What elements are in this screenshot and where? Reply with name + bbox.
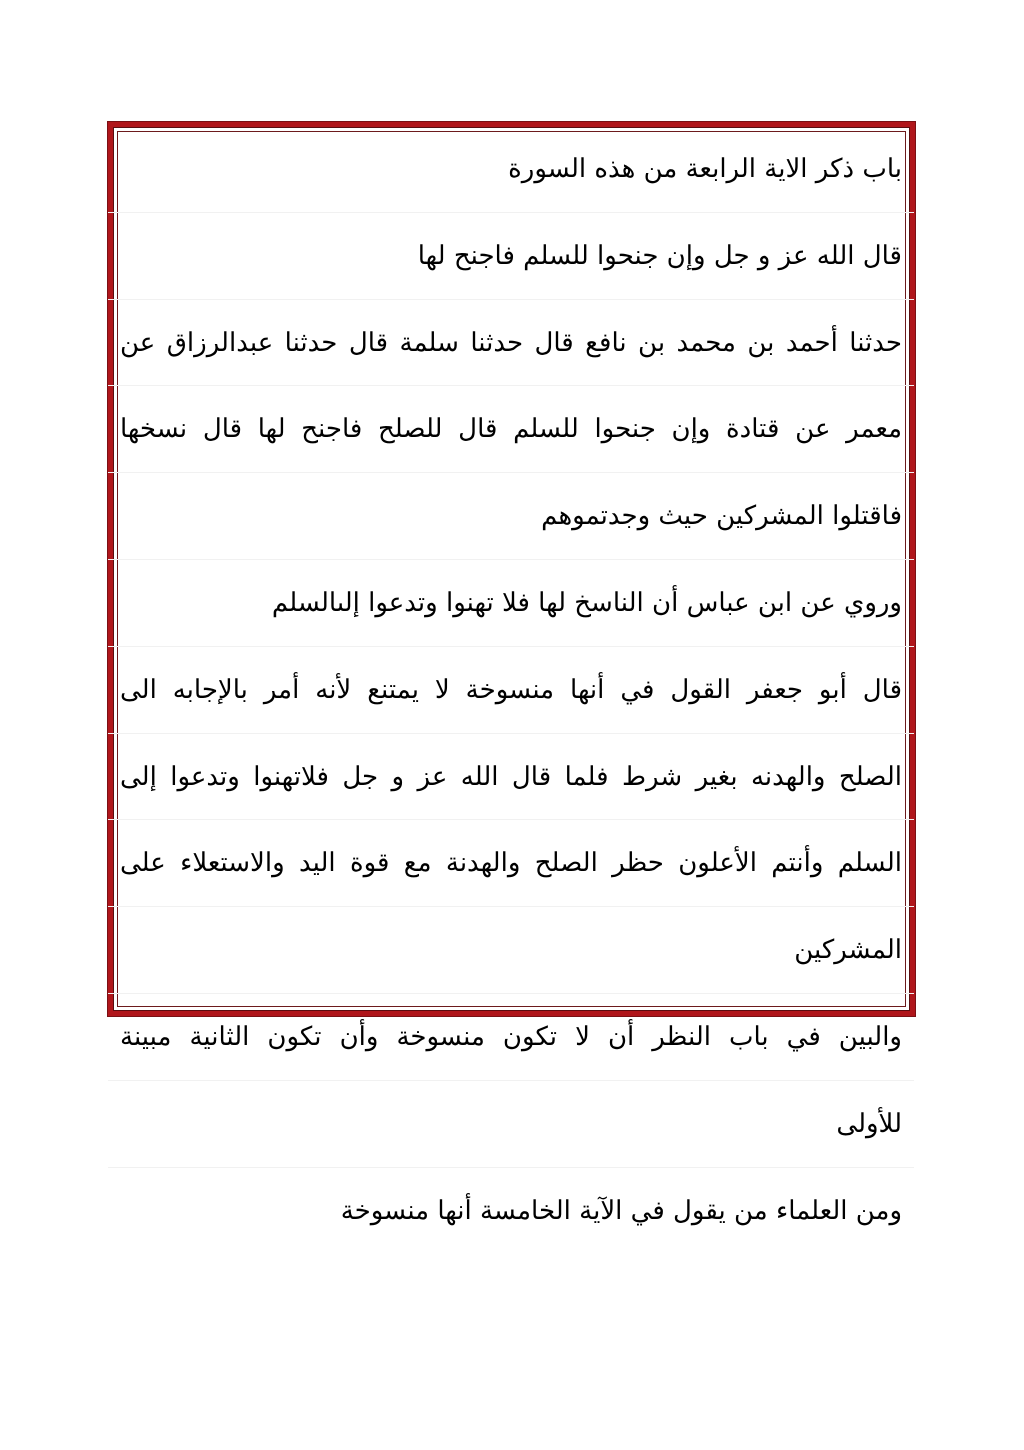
text-line: للأولى: [120, 1081, 902, 1168]
text-line: والبين في باب النظر أن لا تكون منسوخة وأن تكون الثانية مبينة: [120, 994, 902, 1081]
text-line: حدثنا أحمد بن محمد بن نافع قال حدثنا سلمة قال حدثنا عبدالرزاق عن: [120, 300, 902, 387]
text-line: الصلح والهدنه بغير شرط فلما قال الله عز و جل فلاتهنوا وتدعوا إلى: [120, 734, 902, 821]
document-text-body: [120, 126, 902, 1254]
text-line: السلم وأنتم الأعلون حظر الصلح والهدنة مع قوة اليد والاستعلاء على: [120, 820, 902, 907]
text-line: ومن العلماء من يقول في الآية الخامسة أنها منسوخة: [340, 1195, 902, 1226]
text-line: فاقتلوا المشركين حيث وجدتموهم: [120, 473, 902, 560]
text-line: معمر عن قتادة وإن جنحوا للسلم قال للصلح فاجنح لها قال نسخها: [120, 386, 902, 473]
text-line: قال أبو جعفر القول في أنها منسوخة لا يمتنع لأنه أمر بالإجابه الى: [120, 647, 902, 734]
text-line-heading: باب ذكر الاية الرابعة من هذه السورة: [120, 126, 902, 213]
text-line: قال الله عز و جل وإن جنحوا للسلم فاجنح لها: [120, 213, 902, 300]
text-line: المشركين: [120, 907, 902, 994]
text-line: وروي عن ابن عباس أن الناسخ لها فلا تهنوا وتدعوا إلىالسلم: [120, 560, 902, 647]
